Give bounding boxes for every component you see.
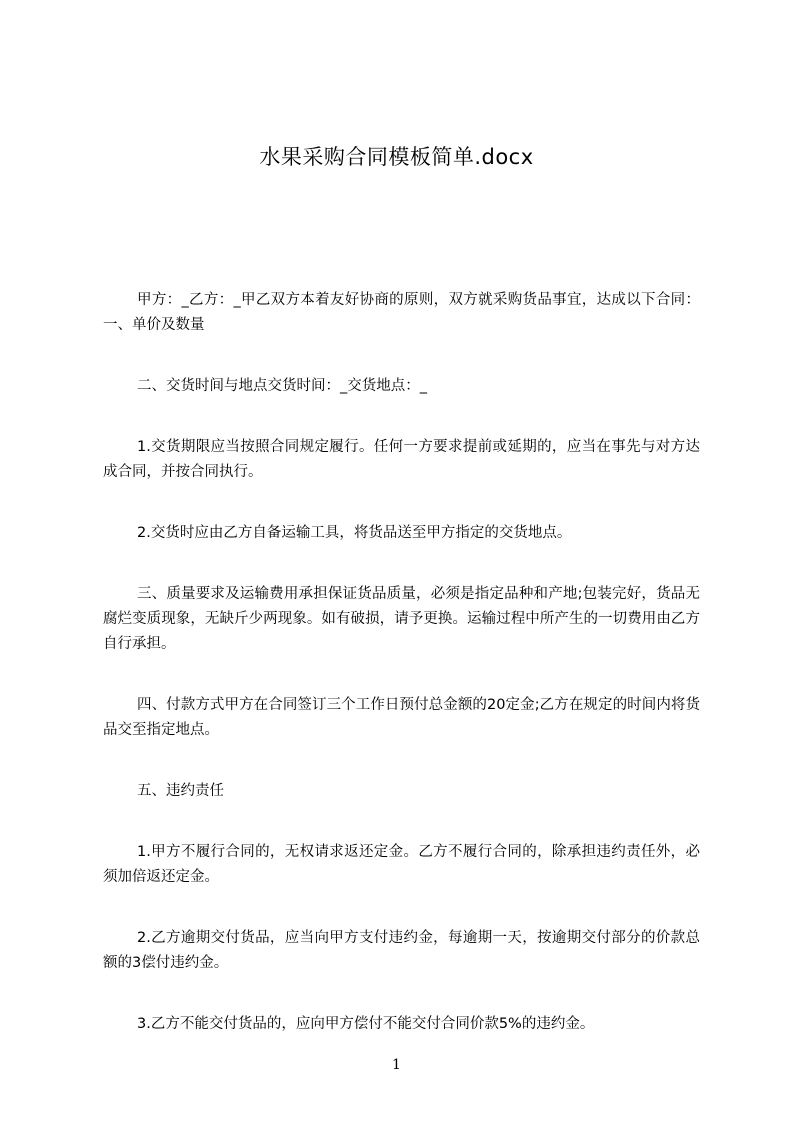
paragraph-breach-late-delivery: 2.乙方逾期交付货品，应当向甲方支付违约金，每逾期一天，按逾期交付部分的价款总额的3偿付违约金。	[103, 930, 700, 971]
document-title: 水果采购合同模板简单.docx	[259, 145, 534, 169]
paragraph-parties: 甲方：_乙方：_甲乙双方本着友好协商的原则，双方就采购货品事宜，达成以下合同：一、单价及数量	[103, 292, 700, 333]
paragraph-quality-requirements: 三、质量要求及运输费用承担保证货品质量，必须是指定品种和产地;包装完好，货品无腐烂变质现象，无缺斤少两现象。如有破损，请予更换。运输过程中所产生的一切费用由乙方自行承担。	[103, 586, 700, 652]
paragraph-breach-heading: 五、违约责任	[137, 783, 224, 799]
document-body	[103, 288, 700, 1037]
page-number: 1	[392, 1057, 401, 1073]
paragraph-delivery-deadline: 1.交货期限应当按照合同规定履行。任何一方要求提前或延期的，应当在事先与对方达成合同，并按合同执行。	[103, 439, 700, 480]
paragraph-breach-no-delivery: 3.乙方不能交付货品的，应向甲方偿付不能交付合同价款5%的违约金。	[137, 1016, 595, 1032]
paragraph-payment-method: 四、付款方式甲方在合同签订三个工作日预付总金额的20定金;乙方在规定的时间内将货品交至指定地点。	[103, 697, 700, 738]
paragraph-delivery-transport: 2.交货时应由乙方自备运输工具，将货品送至甲方指定的交货地点。	[137, 525, 572, 541]
paragraph-delivery-time-place: 二、交货时间与地点交货时间：_交货地点：_	[137, 378, 427, 394]
paragraph-breach-deposit: 1.甲方不履行合同的，无权请求返还定金。乙方不履行合同的，除承担违约责任外，必须加倍返还定金。	[103, 844, 700, 885]
